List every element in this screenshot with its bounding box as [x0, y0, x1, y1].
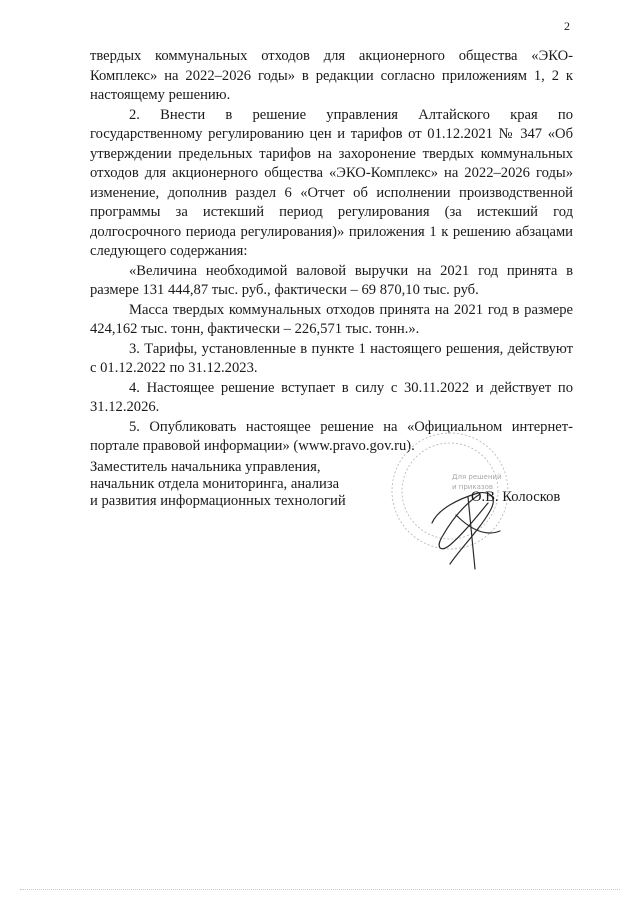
signatory-position-line: и развития информационных технологий: [90, 493, 346, 509]
page-number: 2: [564, 19, 570, 33]
page-bottom-divider: [20, 889, 620, 891]
paragraph-7: 5. Опубликовать настоящее решение на «Официальном интернет-портале правовой информации» (www.pravo.gov.ru).: [90, 418, 573, 454]
signature-block: [90, 459, 573, 549]
paragraph-5: 3. Тарифы, установленные в пункте 1 настоящего решения, действуют с 01.12.2022 по 31.12.2023.: [90, 340, 573, 376]
paragraph-3: «Величина необходимой валовой выручки на 2021 год принята в размере 131 444,87 тыс. руб., фактически – 69 870,10 тыс. руб.: [90, 262, 573, 298]
stamp-text-line-1: Для решений: [452, 473, 502, 481]
signatory-position-line: Заместитель начальника управления,: [90, 459, 321, 475]
signatory-position: [90, 459, 390, 510]
signatory-name: О.В. Колосков: [471, 489, 561, 505]
paragraph-4: Масса твердых коммунальных отходов принята на 2021 год в размере 424,162 тыс. тонн, фактически – 226,571 тыс. тонн.».: [90, 301, 573, 337]
paragraph-6: 4. Настоящее решение вступает в силу с 30.11.2022 и действует по 31.12.2026.: [90, 379, 573, 415]
signatory-position-line: начальник отдела мониторинга, анализа: [90, 476, 340, 492]
paragraph-1: твердых коммунальных отходов для акционерного общества «ЭКО-Комплекс» на 2022–2026 годы» в редакции согласно приложениям 1, 2 к настоящему решению.: [90, 48, 573, 103]
document-body: [90, 47, 573, 457]
paragraph-2: 2. Внести в решение управления Алтайского края по государственному регулированию цен и тарифов от 01.12.2021 № 347 «Об утверждении предельных тарифов на захоронение твердых коммунальных отходов для акционерного общества «ЭКО-Комплекс» на 2022–2026 годы» изменение, дополнив раздел 6 «Отчет об исполнении производственной программы за истекший период регулирования (за истекший год долгосрочного периода регулирования)» приложения 1 к решению абзацами следующего содержания:: [90, 106, 573, 259]
stamp-text-line-2: и приказов: [452, 483, 493, 491]
